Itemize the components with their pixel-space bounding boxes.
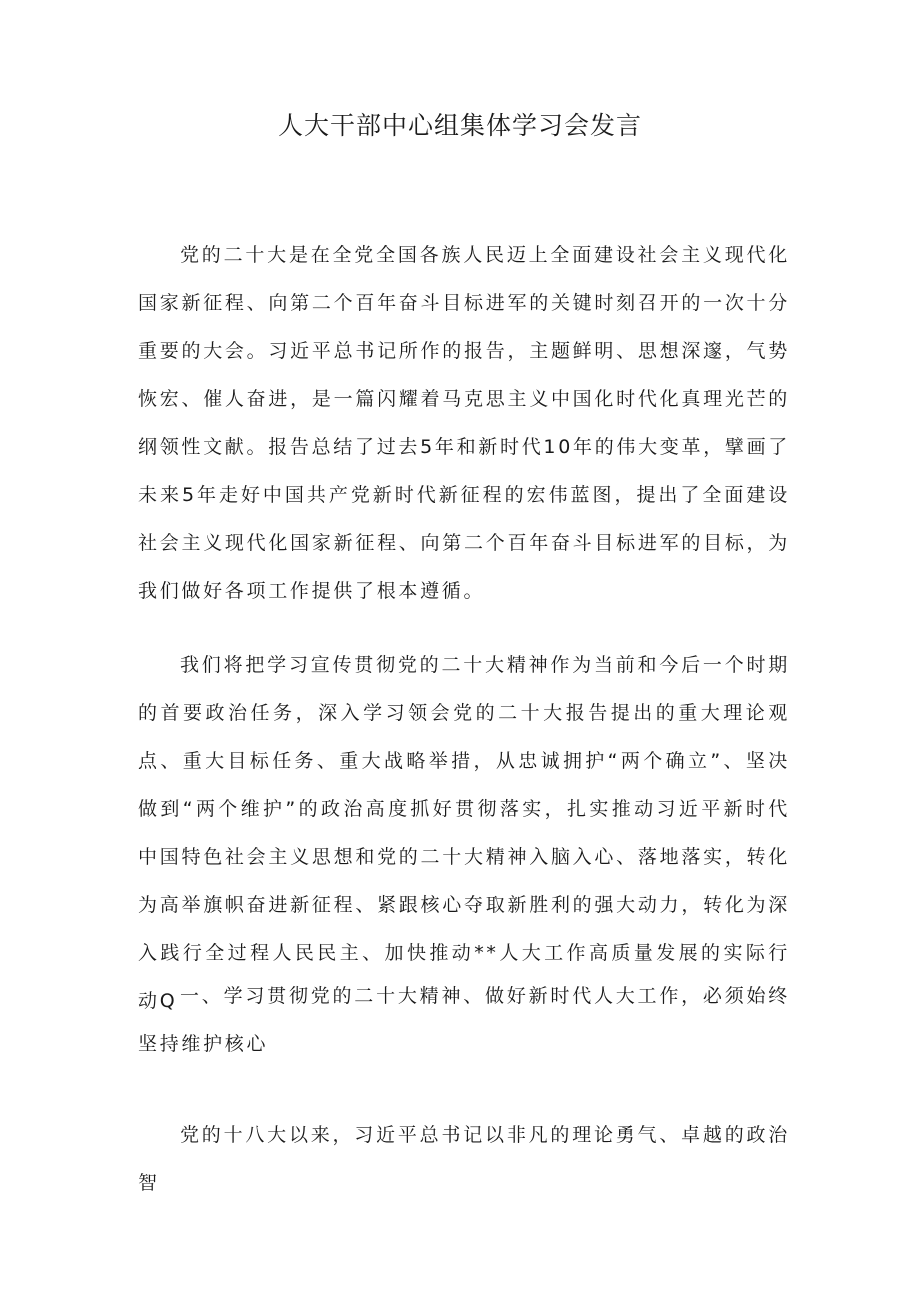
section-heading-1: 一、学习贯彻党的二十大精神、做好新时代人大工作，必须始终坚持维护核心 — [138, 985, 790, 1055]
paragraph-1: 党的二十大是在全党全国各族人民迈上全面建设社会主义现代化国家新征程、向第二个百年奋斗目标进军的关键时刻召开的一次十分重要的大会。习近平总书记所作的报告，主题鲜明、思想深邃，气势恢宏、催人奋进，是一篇闪耀着马克思主义中国化时代化真理光芒的纲领性文献。报告总结了过去5年和新时代10年的伟大变革，擘画了未来5年走好中国共产党新时代新征程的宏伟蓝图，提出了全面建设社会主义现代化国家新征程、向第二个百年奋斗目标进军的目标，为我们做好各项工作提供了根本遵循。 — [138, 244, 790, 602]
paragraph-2: 我们将把学习宣传贯彻党的二十大精神作为当前和今后一个时期的首要政治任务，深入学习领会党的二十大报告提出的重大理论观点、重大目标任务、重大战略举措，从忠诚拥护“两个确立”、坚决做到“两个维护”的政治高度抓好贯彻落实，扎实推动习近平新时代中国特色社会主义思想和党的二十大精神入脑入心、落地落实，转化为高举旗帜奋进新征程、紧跟核心夺取新胜利的强大动力，转化为深入践行全过程人民民主、加快推动**人大工作高质量发展的实际行动Q — [138, 654, 790, 1012]
document-title: 人大干部中心组集体学习会发言 — [277, 111, 642, 140]
paragraph-3: 党的十八大以来，习近平总书记以非凡的理论勇气、卓越的政治智 — [138, 1124, 790, 1194]
